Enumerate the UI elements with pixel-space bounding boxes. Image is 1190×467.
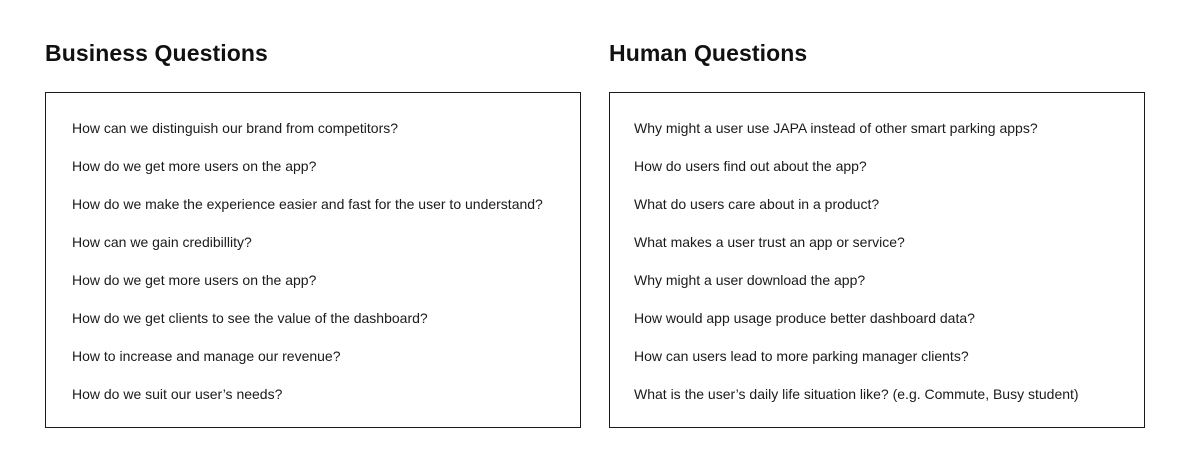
business-question-item: How do we make the experience easier and fast for the user to understand? [72,196,543,212]
human-question-item: What do users care about in a product? [634,196,880,212]
business-question-item: How do we get clients to see the value of the dashboard? [72,310,428,326]
business-question-item: How to increase and manage our revenue? [72,348,341,364]
business-questions-box [45,92,581,428]
business-question-item: How can we gain credibillity? [72,234,252,250]
business-question-item: How do we suit our user’s needs? [72,386,283,402]
human-question-item: How would app usage produce better dashboard data? [634,310,975,326]
human-question-item: What is the user’s daily life situation like? (e.g. Commute, Busy student) [634,386,1079,402]
human-question-item: How do users find out about the app? [634,158,867,174]
human-questions-list [634,119,1134,423]
business-question-item: How do we get more users on the app? [72,272,317,288]
human-question-item: What makes a user trust an app or service? [634,234,905,250]
business-questions-heading: Business Questions [45,40,268,66]
human-question-item: How can users lead to more parking manager clients? [634,348,969,364]
human-questions-box [609,92,1145,428]
human-question-item: Why might a user download the app? [634,272,866,288]
business-questions-list [72,119,570,423]
human-question-item: Why might a user use JAPA instead of other smart parking apps? [634,120,1038,136]
business-question-item: How can we distinguish our brand from competitors? [72,120,399,136]
business-question-item: How do we get more users on the app? [72,158,317,174]
human-questions-heading: Human Questions [609,40,808,66]
